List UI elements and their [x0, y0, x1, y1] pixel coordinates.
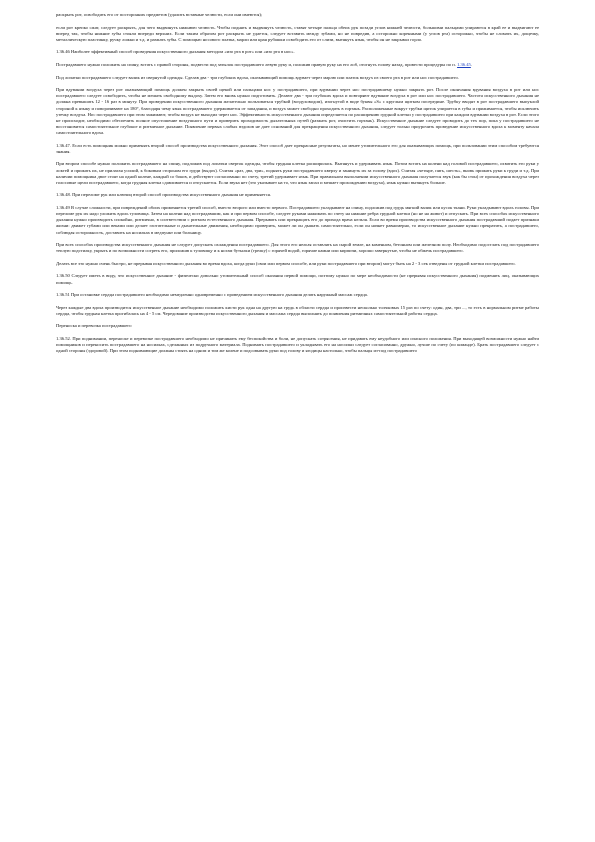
paragraph-1-36-46: 1.36.46 Наиболее эффективный способ проведения искусственного дыхания методом «изо рта в рот» или «изо рта в нос». [56, 49, 295, 55]
link-1-36-45[interactable]: 1.36.45 [457, 61, 471, 67]
paragraph-2: если рот крепко сжат, следует раскрыть, для чего выдвинуть нижнюю челюсть. Чтобы поднять и выдвинуть челюсть, ставят четыре пальца обеих рук позади углов нижней челюсти, большими пальцами упираются в край ее и выдвигают ее вперед так, чтобы нижние зубы стояли впереди верхних. Если таким образом рот раскрыть не удается, следует вставить между зубами, но не повредив, а осторожно коренными (у углов рта) осторожно, чтобы не сломать их, дощечку, металлическую пластинку, ручку ложки и т.д. и разжать зубы. С помощью носового платка, марли или края рубашки освободить его от слизи, вытянуть язык, чтобы он не закрывал горло. [56, 24, 539, 42]
paragraph-4-text: Пострадавшего нужно положить на спину, встать с правой стороны, подвести под затылок пострадавшего левую руку и, положив правую руку на его лоб, отогнуть голову назад, провести процедуры по п. [56, 61, 458, 67]
paragraph-8: При втором способе нужно положить пострадавшего на спину, подложив под лопатки сверток одежды, чтобы грудная клетка расширилась. Вытянуть и удерживать язык. Потом встать на колени над головой пострадавшего, охватить его руки у локтей и прижать их, не прилагая усилий, к боковым сторонам его груди (выдох). Считая «раз, два, три», поднять руки пострадавшего кверху и занинуть их за голову (вдох). Считая «четыре, пять, шесть», вновь прижать руки к груди и т.д. При наличии помощника двое стоят на одной колене, каждый со боков, и действуют согласованно по счету, третий удерживает язык. При правильном выполнении искусственного дыхания получается звук (как бы стон) от прохождения воздуха через голосовые щели пострадавшего, когда грудная клетка сдавливается и отпускается. Если звука нет (это указывает на то, что язык запал и мешает прохождению воздуха), язык нужно вытянуть больше. [56, 161, 539, 185]
paragraph-5: Под лопатки пострадавшего следует валик из свернутой одежды. Сделав два - три глубоких вдоха, оказывающий помощь вдувает через марлю или платок воздух из своего рта в рот или нос пострадавшего. [56, 74, 459, 80]
paragraph-6: При вдувании воздуха через рот оказывающий помощь должен закрыть своей щекой или пальцами нос у пострадавшего, при вдувании через нос пострадавшему нужно закрыть рот. После окончания вдувания воздуха в рот или нос пострадавшего следует освободить, чтобы не мешать свободному выдоху. Затем его вновь нужно подготовить. Делают два - три глубоких вдоха и повторяют вдувание воздуха в рот или нос пострадавшего. Частота искусственного дыхания не должна превышать 12 - 16 раз в минуту. При проведении искусственного дыхания желательно пользоваться трубкой (воздуховодом), изогнутой в виде буквы «S» с круглым щитком посередине. Трубку вводят в рот пострадавшего выпуклой стороной к языку и поворачивают на 180°, благодаря чему язык пострадавшего удерживается от западания, и воздух может свободно проходить в гортань. Расположенные вокруг трубки щиток упирается в губы и прижимается, чтобы исключить утечку воздуха. Нос пострадавшего при этом зажимают, чтобы воздух не выходил через нос. Эффективность искусственного дыхания определяется по расширению грудной клетки у пострадавшего при каждом вдувании воздуха в рот. Если этого не происходит, необходимо обеспечить полное опустошение воздушного пути и проверить проходимость дыхательных путей (разжать рот, очистить гортань). Искусственное дыхание следует проводить до тех пор, пока у пострадавшего не восстановится самостоятельное глубокое и ритмичное дыхание. Появление первых слабых вздохов не дает оснований для прекращения искусственного дыхания, следует только приурочить проведение искусственного вдоха к моменту начала самостоятельного вдоха. [56, 87, 539, 136]
paragraph-15: Через каждые два вдоха производится искусственное дыхание необходимо положить кисти рук одна на другую на грудь в области сердца и произвести несколько толчковых 15 раз по счету: один, два, три ..., то есть в нормальном ритме работы сердца, чтобы грудная клетка прогибалась на 4 - 5 см. Чередование производства искусственного дыхания и массажа сердца выполнять до появления ритмичных самостоятельной работы сердца. [56, 304, 539, 316]
paragraph-1-36-47: 1.36.47. Если есть помощник можно применять второй способ производства искусственного дыхания. Этот способ дает прекрасные результаты, но менее утомительного его для оказывающих помощь, при пользовании этим способом требуются знания. [56, 142, 539, 154]
paragraph-4-end: . [470, 61, 472, 67]
section-heading-transport: Переноска и перевозка пострадавшего [56, 323, 132, 329]
paragraph-1-36-50: 1.36.50 Следует иметь в виду, что искусственное дыхание - физически довольно утомительный способ оказания первой помощи, поэтому нужно по мере необходимости (не прерывая искусственного дыхания) подменять лиц, оказывающих помощь. [56, 273, 539, 285]
paragraph-1-36-51: 1.36.51 При остановке сердца пострадавшего необходимо немедленно одновременно с проведением искусственного дыхания делать наружный массаж сердца. [56, 292, 368, 298]
paragraph-12: Делать все это нужно очень быстро, не прерывая искусственного дыхания во время вдоха, когда руки (свои или первом способе, или руки пострадавшего при втором) могут быть на 2 - 3 сек отведены от грудной клетки пострадавшего. [56, 260, 516, 266]
paragraph-1-36-52: 1.36.52. При поднимании, переноске и перевозке пострадавшего необходимо не причинить ему беспокойства и боли, не допускать сотрясения, не придавать ему неудобного или опасного положения. При выходящей возможности нужно найти помощников и переносить пострадавшего на носилках, сделанных из подручного материала. Поднимать пострадавшего и укладывать его на носилки следует согласованно, дружно, лучше по счету (по команде). Брать пострадавшего следует с одной стороны (здоровой). При этом поднимающие должны стоять на одном и том же колене и подсовывать руки под голову и ягодицы настолько, чтобы пальцы из-под пострадавшего [56, 335, 539, 354]
paragraph-4 [56, 62, 539, 68]
paragraph-11: При всех способах производства искусственного дыхания не следует допускать охлаждения пострадавшего. Для этого его нельзя оставлять на сырой земле, на каменном, бетонном или железном полу. Необходимо подостлать под пострадавшего теплую подстилку, укрыть и по возможности согреть его, приложив к туловищу и к ногам бутылки (грелку) с горячей водой, горячие камни или кирпичи, хорошо завернутые, чтобы не обжечь пострадавшего. [56, 242, 539, 254]
paragraph-1-36-49: 1.36.49 В случае сложности, при повреждений обоих применяется третий способ, вместо второго или вместо первого. Пострадавшего укладывают на спину, подложив под грудь мягкий валик или кусок ткани. Руки укладывают вдоль головы. При переломе рук их надо уложить вдоль туловища. Затем на колени над пострадавшим, как и при первом способе, следует руками нажимать по счету на нижние ребра грудной клетки (но не на живот) и отпускать. При всех способах искусственного дыхания нужно производить спокойно, ритмично, в соответствии с ритмом естественного дыхания. Прерывать или прекращать его до прихода врача нельзя. Если во время производства искусственного дыхания пострадавший подает признаки жизни: движет губами или веками или делает глотательные и дыхательные движения, необходимо проверить, может ли он дышать самостоятельно, если он начнет равномерно, то искусственное дыхание нужно прекратить, а пострадавшего, соблюдая осторожность, доставить на носилках в медпункт или больницу. [56, 204, 539, 235]
paragraph-1: раскрыть рот, освободить его от посторонних предметов (удалить вставные челюсти, если они имеются); [56, 12, 263, 17]
paragraph-1-36-48: 1.36.48. При переломе рук или ключиц второй способ производства искусственного дыхания не применяется. [56, 192, 272, 198]
